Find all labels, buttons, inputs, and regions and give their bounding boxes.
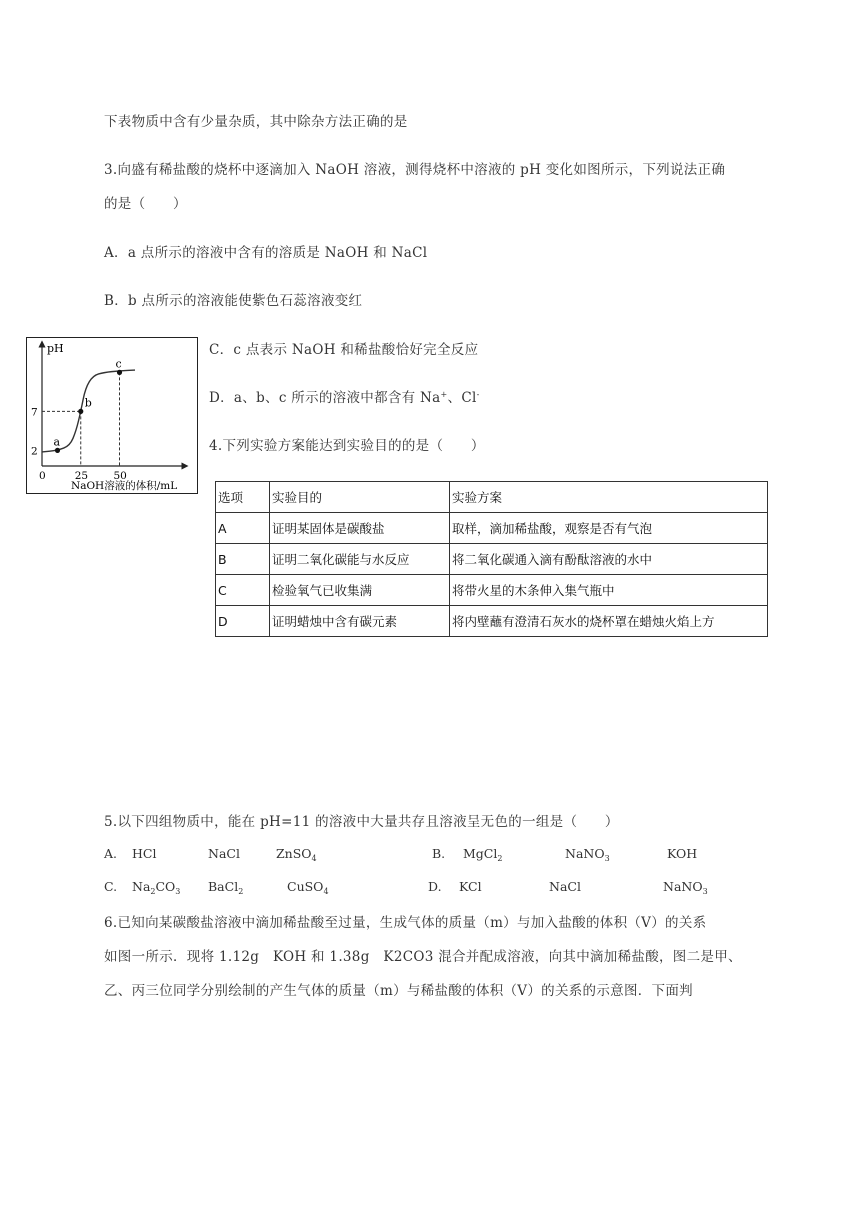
experiment-table: [215, 481, 768, 637]
row-purpose: 证明二氧化碳能与水反应: [270, 544, 450, 575]
row-option: A: [216, 513, 270, 544]
x-axis-label: NaOH溶液的体积/mL: [71, 480, 178, 492]
q4-stem: 4.下列实验方案能达到实验目的的是（ ）: [209, 438, 485, 454]
q5-a3: ZnSO$_4$: [276, 846, 317, 863]
q5-b-label: B.: [432, 846, 446, 861]
intro-line: 下表物质中含有少量杂质，其中除杂方法正确的是: [104, 114, 408, 130]
x-tick-25: 25: [74, 470, 89, 482]
row-plan: 将二氧化碳通入滴有酚酞溶液的水中: [450, 544, 768, 575]
q5-b3: KOH: [667, 846, 698, 861]
q5-d-label: D.: [428, 879, 442, 894]
row-plan: 将内壁蘸有澄清石灰水的烧杯罩在蜡烛火焰上方: [450, 606, 768, 637]
table-row: [216, 606, 768, 637]
point-label-b: b: [84, 396, 92, 410]
point-b: [78, 409, 83, 414]
q5-c3: CuSO$_4$: [287, 879, 329, 896]
q6-line2: 如图一所示．现将 1.12g KOH 和 1.38g K2CO3 混合并配成溶液，向其中滴加稀盐酸，图二是甲、: [104, 949, 742, 965]
q5-d2: NaCl: [549, 879, 581, 894]
header-purpose: 实验目的: [270, 482, 450, 513]
q3-option-a: A．a 点所示的溶液中含有的溶质是 NaOH 和 NaCl: [104, 245, 428, 261]
q3-option-b: B．b 点所示的溶液能使紫色石蕊溶液变红: [104, 293, 363, 309]
x-tick-0: 0: [39, 470, 46, 482]
row-purpose: 检验氧气已收集满: [270, 575, 450, 606]
q5-d1: KCl: [459, 879, 482, 894]
q3-option-c: C．c 点表示 NaOH 和稀盐酸恰好完全反应: [209, 342, 479, 358]
header-plan: 实验方案: [450, 482, 768, 513]
y-axis-label: pH: [47, 342, 64, 355]
row-option: B: [216, 544, 270, 575]
point-label-a: a: [53, 435, 61, 449]
q3-option-d: D．a、b、c 所示的溶液中都含有 Na+、Cl-: [209, 390, 480, 406]
q5-b1: MgCl$_2$: [463, 846, 503, 863]
q5-d3: NaNO$_3$: [663, 879, 708, 896]
q3-stem-line2: 的是（ ）: [104, 196, 187, 212]
row-option: D: [216, 606, 270, 637]
row-option: C: [216, 575, 270, 606]
q5-stem: 5.以下四组物质中，能在 pH=11 的溶液中大量共存且溶液呈无色的一组是（ ）: [104, 814, 619, 830]
table-row: [216, 575, 768, 606]
q5-c2: BaCl$_2$: [208, 879, 244, 896]
x-tick-50: 50: [113, 470, 127, 482]
table-row: [216, 513, 768, 544]
q5-a2: NaCl: [208, 846, 240, 861]
y-tick-2: 2: [31, 445, 38, 458]
q5-c1: $Na_2CO_3$: [132, 879, 181, 896]
y-tick-7: 7: [31, 406, 38, 419]
point-label-c: c: [115, 357, 122, 371]
q6-line1: 6.已知向某碳酸盐溶液中滴加稀盐酸至过量，生成气体的质量（m）与加入盐酸的体积（V）的关系: [104, 915, 707, 931]
q5-a1: HCl: [132, 846, 157, 861]
table-row: [216, 544, 768, 575]
row-purpose: 证明某固体是碳酸盐: [270, 513, 450, 544]
q5-b2: NaNO$_3$: [565, 846, 610, 863]
ph-chart-svg: [27, 338, 197, 493]
ph-chart: [26, 337, 198, 494]
table-header-row: [216, 482, 768, 513]
row-plan: 取样，滴加稀盐酸，观察是否有气泡: [450, 513, 768, 544]
q6-line3: 乙、丙三位同学分别绘制的产生气体的质量（m）与稀盐酸的体积（V）的关系的示意图．下面判: [104, 983, 693, 999]
row-plan: 将带火星的木条伸入集气瓶中: [450, 575, 768, 606]
q5-c-label: C.: [104, 879, 118, 894]
q5-a-label: A.: [104, 846, 118, 861]
point-c: [117, 370, 122, 375]
row-purpose: 证明蜡烛中含有碳元素: [270, 606, 450, 637]
q3-stem-line1: 3.向盛有稀盐酸的烧杯中逐滴加入 NaOH 溶液，测得烧杯中溶液的 pH 变化如图所示，下列说法正确: [104, 162, 726, 178]
header-option: 选项: [216, 482, 270, 513]
point-a: [55, 448, 60, 453]
